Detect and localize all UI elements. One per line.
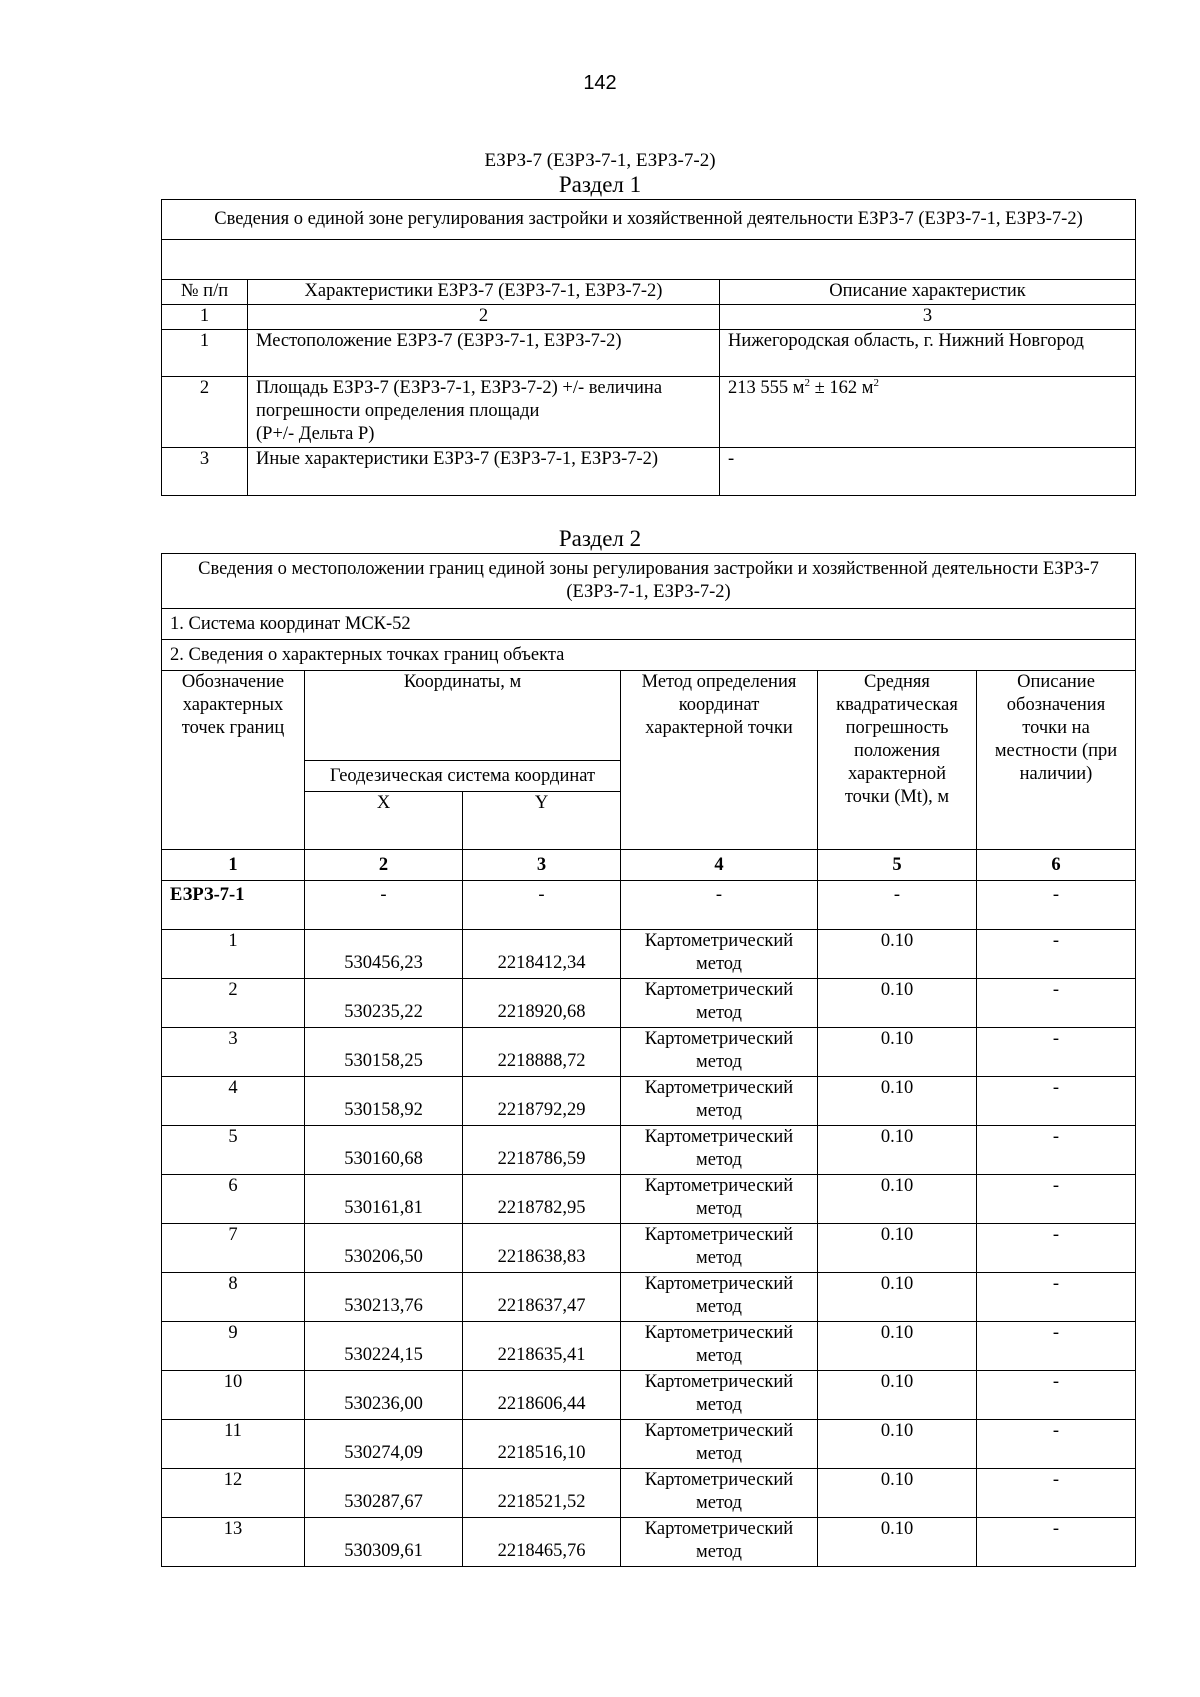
point-method: Картометрический метод [621, 1126, 818, 1175]
point-description: - [977, 1371, 1136, 1420]
point-description: - [977, 1469, 1136, 1518]
point-y: 2218521,52 [463, 1469, 621, 1518]
header-method: Метод определения координат характерной точки [621, 671, 818, 850]
section2-caption: Сведения о местоположении границ единой зоны регулирования застройки и хозяйственной деятельности ЕЗРЗ-7 (ЕЗРЗ-7-1, ЕЗРЗ-7-2) [162, 554, 1136, 609]
point-y: 2218792,29 [463, 1077, 621, 1126]
point-y: 2218635,41 [463, 1322, 621, 1371]
table-row [162, 979, 1136, 1028]
column-number: 5 [818, 850, 977, 881]
point-mt: 0.10 [818, 1420, 977, 1469]
row-description: - [720, 448, 1136, 496]
point-x: 530213,76 [305, 1273, 463, 1322]
zone-row [162, 881, 1136, 930]
point-description: - [977, 1224, 1136, 1273]
point-method: Картометрический метод [621, 1028, 818, 1077]
section2-table [161, 553, 1136, 1567]
point-number: 11 [162, 1420, 305, 1469]
error-unit-sup: 2 [873, 376, 879, 389]
zone-y: - [463, 881, 621, 930]
row-number: 3 [162, 448, 248, 496]
zone-name: ЕЗРЗ-7-1 [162, 881, 305, 930]
point-description: - [977, 1518, 1136, 1567]
point-number: 4 [162, 1077, 305, 1126]
table-row [162, 330, 1136, 377]
point-number: 5 [162, 1126, 305, 1175]
point-x: 530224,15 [305, 1322, 463, 1371]
point-description: - [977, 979, 1136, 1028]
header-point: Обозначение характерных точек границ [162, 671, 305, 850]
point-mt: 0.10 [818, 1126, 977, 1175]
point-x: 530161,81 [305, 1175, 463, 1224]
table-row [162, 1175, 1136, 1224]
point-method: Картометрический метод [621, 1420, 818, 1469]
point-mt: 0.10 [818, 1028, 977, 1077]
point-description: - [977, 1028, 1136, 1077]
point-number: 2 [162, 979, 305, 1028]
point-mt: 0.10 [818, 1322, 977, 1371]
area-unit-sup: 2 [804, 376, 810, 389]
point-method: Картометрический метод [621, 1273, 818, 1322]
point-description: - [977, 1077, 1136, 1126]
point-method: Картометрический метод [621, 1175, 818, 1224]
point-y: 2218412,34 [463, 930, 621, 979]
header-x: X [305, 792, 463, 850]
characteristic-line: погрешности определения площади [256, 401, 540, 421]
table-row [162, 1322, 1136, 1371]
point-description: - [977, 1126, 1136, 1175]
point-method: Картометрический метод [621, 930, 818, 979]
table-row [162, 377, 1136, 448]
point-number: 12 [162, 1469, 305, 1518]
row-number: 2 [162, 377, 248, 448]
section1-title: Раздел 1 [558, 172, 642, 197]
point-y: 2218637,47 [463, 1273, 621, 1322]
header-geo-system: Геодезическая система координат [305, 761, 621, 792]
characteristic-line: (Р+/- Дельта Р) [256, 424, 375, 444]
header-description: Описание характеристик [720, 280, 1136, 305]
section1-table [161, 199, 1136, 496]
area-value [720, 377, 1136, 448]
point-x: 530236,00 [305, 1371, 463, 1420]
table-row [162, 930, 1136, 979]
column-number: 4 [621, 850, 818, 881]
point-mt: 0.10 [818, 1273, 977, 1322]
document-title: ЕЗРЗ-7 (ЕЗРЗ-7-1, ЕЗРЗ-7-2) [484, 150, 716, 171]
point-mt: 0.10 [818, 1518, 977, 1567]
point-mt: 0.10 [818, 1077, 977, 1126]
header-characteristic: Характеристики ЕЗРЗ-7 (ЕЗРЗ-7-1, ЕЗРЗ-7-2) [248, 280, 720, 305]
header-number: № п/п [162, 280, 248, 305]
point-number: 10 [162, 1371, 305, 1420]
point-description: - [977, 1273, 1136, 1322]
zone-method: - [621, 881, 818, 930]
section2-title: Раздел 2 [558, 526, 642, 551]
area-number: 213 555 м [728, 378, 805, 398]
column-number: 3 [463, 850, 621, 881]
point-description: - [977, 1420, 1136, 1469]
point-y: 2218786,59 [463, 1126, 621, 1175]
table-row [162, 1371, 1136, 1420]
table-row [162, 1518, 1136, 1567]
points-info: 2. Сведения о характерных точках границ объекта [162, 640, 1136, 671]
table-row [162, 1126, 1136, 1175]
point-x: 530160,68 [305, 1126, 463, 1175]
row-characteristic: Местоположение ЕЗРЗ-7 (ЕЗРЗ-7-1, ЕЗРЗ-7-2) [248, 330, 720, 377]
point-mt: 0.10 [818, 1469, 977, 1518]
point-number: 8 [162, 1273, 305, 1322]
point-y: 2218888,72 [463, 1028, 621, 1077]
zone-error: - [818, 881, 977, 930]
point-y: 2218638,83 [463, 1224, 621, 1273]
area-error: ± 162 м [809, 378, 874, 398]
section1-empty-row [162, 240, 1136, 280]
point-description: - [977, 1175, 1136, 1224]
point-method: Картометрический метод [621, 1371, 818, 1420]
point-method: Картометрический метод [621, 979, 818, 1028]
section1-caption: Сведения о единой зоне регулирования застройки и хозяйственной деятельности ЕЗРЗ-7 (ЕЗРЗ-7-1, ЕЗРЗ-7-2) [162, 200, 1136, 240]
point-number: 7 [162, 1224, 305, 1273]
header-index: 2 [248, 305, 720, 330]
point-x: 530274,09 [305, 1420, 463, 1469]
point-method: Картометрический метод [621, 1077, 818, 1126]
zone-description: - [977, 881, 1136, 930]
point-method: Картометрический метод [621, 1322, 818, 1371]
row-number: 1 [162, 330, 248, 377]
point-description: - [977, 1322, 1136, 1371]
points-body [162, 930, 1136, 1567]
point-y: 2218920,68 [463, 979, 621, 1028]
point-mt: 0.10 [818, 1371, 977, 1420]
point-x: 530309,61 [305, 1518, 463, 1567]
page-number: 142 [583, 72, 617, 94]
zone-x: - [305, 881, 463, 930]
point-x: 530158,25 [305, 1028, 463, 1077]
row-description: Нижегородская область, г. Нижний Новгород [720, 330, 1136, 377]
point-number: 1 [162, 930, 305, 979]
point-x: 530456,23 [305, 930, 463, 979]
column-number: 6 [977, 850, 1136, 881]
table-row [162, 1420, 1136, 1469]
column-number: 1 [162, 850, 305, 881]
characteristic-line: Площадь ЕЗРЗ-7 (ЕЗРЗ-7-1, ЕЗРЗ-7-2) +/- величина [256, 378, 663, 398]
header-description: Описание обозначения точки на местности (при наличии) [977, 671, 1136, 850]
table-row [162, 1273, 1136, 1322]
point-x: 530206,50 [305, 1224, 463, 1273]
point-method: Картометрический метод [621, 1469, 818, 1518]
table-row [162, 448, 1136, 496]
header-y: Y [463, 792, 621, 850]
point-x: 530235,22 [305, 979, 463, 1028]
point-number: 9 [162, 1322, 305, 1371]
table-row [162, 1224, 1136, 1273]
point-mt: 0.10 [818, 1175, 977, 1224]
point-y: 2218516,10 [463, 1420, 621, 1469]
coord-system: 1. Система координат МСК-52 [162, 609, 1136, 640]
table-row [162, 1077, 1136, 1126]
point-y: 2218465,76 [463, 1518, 621, 1567]
point-mt: 0.10 [818, 1224, 977, 1273]
header-coords: Координаты, м [305, 671, 621, 761]
point-y: 2218782,95 [463, 1175, 621, 1224]
point-number: 6 [162, 1175, 305, 1224]
point-x: 530287,67 [305, 1469, 463, 1518]
point-y: 2218606,44 [463, 1371, 621, 1420]
point-method: Картометрический метод [621, 1224, 818, 1273]
table-row [162, 1469, 1136, 1518]
point-description: - [977, 930, 1136, 979]
point-method: Картометрический метод [621, 1518, 818, 1567]
table-row [162, 1028, 1136, 1077]
column-number: 2 [305, 850, 463, 881]
point-number: 3 [162, 1028, 305, 1077]
point-mt: 0.10 [818, 930, 977, 979]
row-characteristic: Иные характеристики ЕЗРЗ-7 (ЕЗРЗ-7-1, ЕЗРЗ-7-2) [248, 448, 720, 496]
header-index: 1 [162, 305, 248, 330]
header-index: 3 [720, 305, 1136, 330]
point-mt: 0.10 [818, 979, 977, 1028]
row-characteristic [248, 377, 720, 448]
point-x: 530158,92 [305, 1077, 463, 1126]
header-error: Средняя квадратическая погрешность положения характерной точки (Mt), м [818, 671, 977, 850]
point-number: 13 [162, 1518, 305, 1567]
